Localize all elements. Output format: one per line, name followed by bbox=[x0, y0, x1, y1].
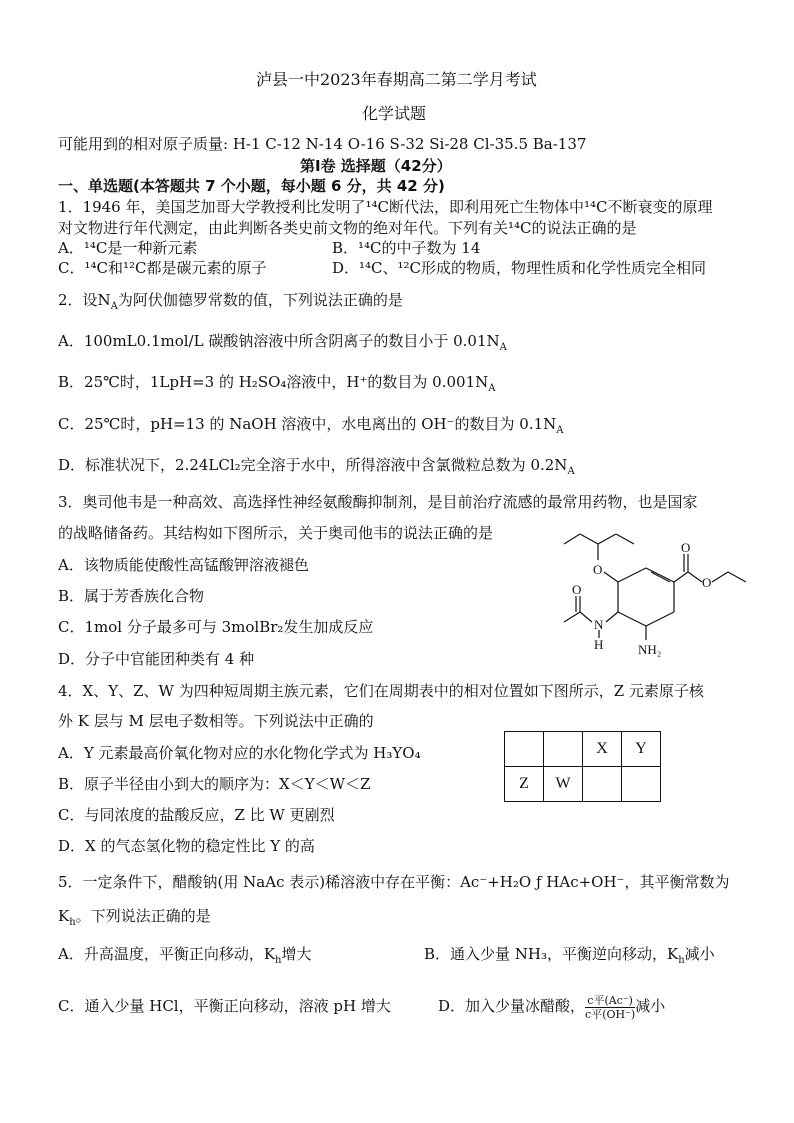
q2-option-d: D．标准状况下，2.24LCl₂完全溶于水中，所得溶液中含氯微粒总数为 $0.2N_A$ bbox=[58, 456, 575, 477]
periodic-table-fragment bbox=[504, 731, 661, 802]
q5-option-a: A．升高温度，平衡正向移动，$K_h$增大 bbox=[58, 945, 312, 966]
q4-stem-line1: 4．X、Y、Z、W 为四种短周期主族元素，它们在周期表中的相对位置如下图所示，Z 元素原子核 bbox=[58, 682, 704, 700]
q1-option-c: C．¹⁴C和¹²C都是碳元素的原子 bbox=[58, 259, 267, 277]
pt-cell bbox=[505, 732, 544, 767]
oseltamivir-structure bbox=[556, 530, 756, 660]
mol-o-ether: O bbox=[593, 562, 603, 577]
q4-option-b: B．原子半径由小到大的顺序为：X＜Y＜W＜Z bbox=[58, 775, 371, 793]
subject-title: 化学试题 bbox=[362, 104, 427, 123]
q5-option-d: D．加入少量冰醋酸， $\frac{\text{c平(Ac⁻)}}{\text{c平(OH⁻)}}$ 减小 bbox=[438, 993, 666, 1021]
mol-o-ester: O bbox=[702, 575, 712, 590]
q5-stem-line1: 5．一定条件下，醋酸钠(用 NaAc 表示)稀溶液中存在平衡：Ac⁻+H₂O ƒ HAc+OH⁻，其平衡常数为 bbox=[58, 873, 730, 891]
q2-option-c: C．25℃时，pH=13 的 NaOH 溶液中，水电离出的 OH⁻的数目为 $0.1N_A$ bbox=[58, 415, 564, 436]
q2-option-a: A．100mL0.1mol/L 碳酸钠溶液中所含阴离子的数目小于 $0.01N_A$ bbox=[58, 332, 507, 353]
pt-cell-w: W bbox=[544, 767, 583, 802]
mol-nh2: NH₂ bbox=[638, 642, 662, 657]
q2-option-b: B．25℃时，1LpH=3 的 H₂SO₄溶液中，H⁺的数目为 $0.001N_A$ bbox=[58, 373, 496, 394]
q5-option-c: C．通入少量 HCl，平衡正向移动，溶液 pH 增大 bbox=[58, 997, 391, 1015]
q1-option-b: B．¹⁴C的中子数为 14 bbox=[332, 239, 481, 257]
q5-option-b: B．通入少量 NH₃，平衡逆向移动，$K_h$减小 bbox=[424, 945, 715, 966]
q1-option-a: A．¹⁴C是一种新元素 bbox=[58, 239, 198, 257]
q4-option-d: D．X 的气态氢化物的稳定性比 Y 的高 bbox=[58, 837, 315, 855]
mol-n: N bbox=[594, 617, 604, 632]
pt-cell-x: X bbox=[583, 732, 622, 767]
q5-stem-line2: $K_h$。下列说法正确的是 bbox=[58, 907, 211, 928]
atomic-masses: 可能用到的相对原子质量: H-1 C-12 N-14 O-16 S-32 Si-28 Cl-35.5 Ba-137 bbox=[58, 135, 587, 153]
pt-cell-y: Y bbox=[622, 732, 661, 767]
pt-cell bbox=[622, 767, 661, 802]
pt-cell-z: Z bbox=[505, 767, 544, 802]
mol-h: H bbox=[594, 637, 604, 652]
q2-stem: 2．设$N_A$为阿伏伽德罗常数的值，下列说法正确的是 bbox=[58, 291, 403, 312]
q3-option-c: C．1mol 分子最多可与 3molBr₂发生加成反应 bbox=[58, 618, 374, 636]
q3-option-d: D．分子中官能团种类有 4 种 bbox=[58, 650, 255, 668]
q3-option-b: B．属于芳香族化合物 bbox=[58, 587, 205, 605]
section-title: 一、单选题(本答题共 7 个小题，每小题 6 分，共 42 分) bbox=[58, 177, 445, 195]
mol-o-amide: O bbox=[572, 582, 582, 597]
q1-option-d: D．¹⁴C、¹²C形成的物质，物理性质和化学性质完全相同 bbox=[332, 259, 707, 277]
q1-stem-line1: 1．1946 年，美国芝加哥大学教授利比发明了¹⁴C断代法，即利用死亡生物体中¹⁴C不断衰变的原理 bbox=[58, 198, 713, 216]
q3-stem-line1: 3．奥司他韦是一种高效、高选择性神经氨酸酶抑制剂，是目前治疗流感的最常用药物，也是国家 bbox=[58, 493, 698, 511]
q3-option-a: A．该物质能使酸性高锰酸钾溶液褪色 bbox=[58, 556, 309, 574]
q3-stem-line2: 的战略储备药。其结构如下图所示，关于奥司他韦的说法正确的是 bbox=[58, 524, 494, 542]
pt-cell bbox=[544, 732, 583, 767]
school-title: 泸县一中2023年春期高二第二学月考试 bbox=[256, 70, 537, 89]
q1-stem-line2: 对文物进行年代测定，由此判断各类史前文物的绝对年代。下列有关¹⁴C的说法正确的是 bbox=[58, 219, 637, 237]
q5-d-fraction: $\frac{\text{c平(Ac⁻)}}{\text{c平(OH⁻)}}$ bbox=[585, 993, 636, 1021]
q4-option-a: A．Y 元素最高价氧化物对应的水化物化学式为 H₃YO₄ bbox=[58, 744, 421, 762]
mol-o-carbonyl: O bbox=[681, 540, 691, 555]
part-title: 第Ⅰ卷 选择题（42分） bbox=[300, 157, 452, 175]
q4-stem-line2: 外 K 层与 M 层电子数相等。下列说法中正确的 bbox=[58, 712, 374, 730]
q4-option-c: C．与同浓度的盐酸反应，Z 比 W 更剧烈 bbox=[58, 806, 335, 824]
pt-cell bbox=[583, 767, 622, 802]
